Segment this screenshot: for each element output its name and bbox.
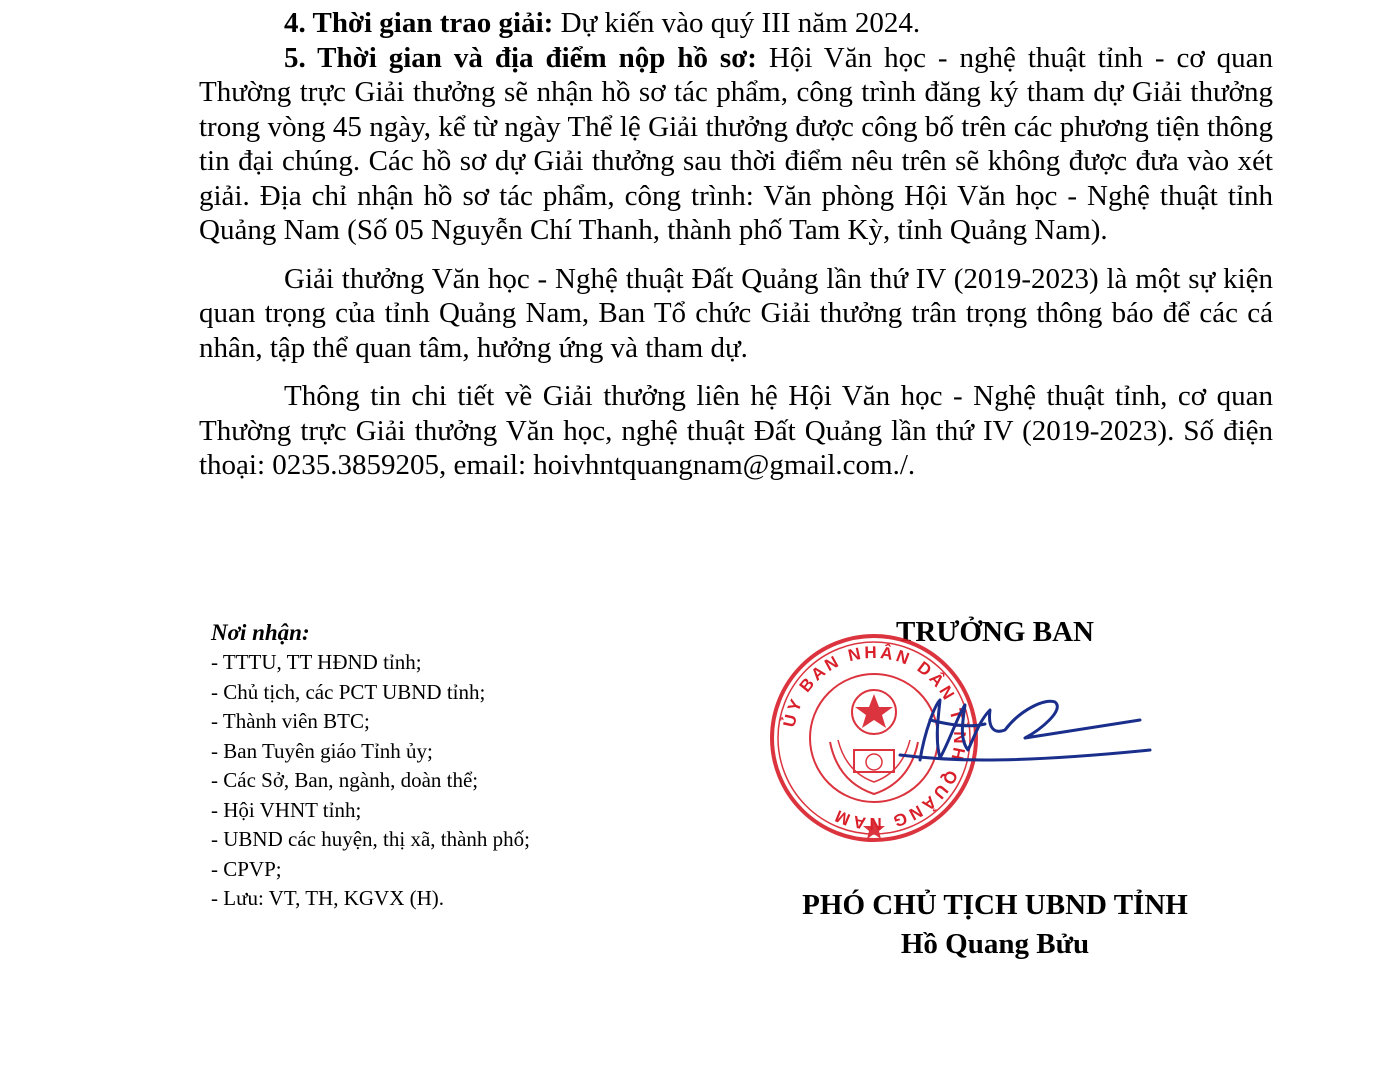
recipient-item: - Ban Tuyên giáo Tỉnh ủy;	[211, 738, 433, 763]
section-4-label: 4. Thời gian trao giải:	[284, 7, 554, 39]
announcement-paragraph: Giải thưởng Văn học - Nghệ thuật Đất Quảng lần thứ IV (2019-2023) là một sự kiện quan trọng của tỉnh Quảng Nam, Ban Tổ chức Giải thưởng trân trọng thông báo để các cá nhân, tập thể quan tâm, hưởng ứng và tham dự.	[199, 262, 1273, 364]
document-body	[199, 6, 1273, 497]
signer-role: PHÓ CHỦ TỊCH UBND TỈNH	[802, 889, 1188, 921]
section-5-label: 5. Thời gian và địa điểm nộp hồ sơ:	[284, 41, 757, 74]
recipients-items	[211, 648, 731, 914]
handwritten-signature-icon	[880, 680, 1155, 780]
recipient-item: - Thành viên BTC;	[211, 709, 370, 733]
recipient-item: - UBND các huyện, thị xã, thành phố;	[211, 827, 531, 851]
recipients-heading: Nơi nhận:	[211, 620, 310, 645]
signer-name: Hồ Quang Bửu	[900, 928, 1090, 960]
seal-text: ỦY BAN NHÂN DÂN TỈNH QUẢNG NAM	[779, 642, 970, 834]
recipient-item: - Các Sở, Ban, ngành, doàn thể;	[211, 768, 479, 792]
section-4-paragraph	[199, 6, 1273, 41]
recipient-item: - Lưu: VT, TH, KGVX (H).	[211, 886, 445, 910]
recipient-item: - Chủ tịch, các PCT UBND tỉnh;	[211, 679, 486, 704]
section-5-text: Hội Văn học - nghệ thuật tỉnh - cơ quan Thường trực Giải thưởng sẽ nhận hồ sơ tác phẩm, công trình đăng ký tham dự Giải thưởng trong vòng 45 ngày, kể từ ngày Thể lệ Giải thưởng được công bố trên các phương tiện thông tin đại chúng. Các hồ sơ dự Giải thưởng sau thời điểm nêu trên sẽ không được đưa vào xét giải. Địa chỉ nhận hồ sơ tác phẩm, công trình: Văn phòng Hội Văn học - Nghệ thuật tỉnh Quảng Nam (Số 05 Nguyễn Chí Thanh, thành phố Tam Kỳ, tỉnh Quảng Nam).	[199, 41, 1273, 246]
signature-title: TRƯỞNG BAN	[896, 616, 1094, 648]
recipients-list	[211, 618, 731, 914]
contact-paragraph: Thông tin chi tiết về Giải thưởng liên hệ Hội Văn học - Nghệ thuật tỉnh, cơ quan Thường trực Giải thưởng Văn học, nghệ thuật Đất Quảng lần thứ IV (2019-2023). Số điện thoại: 0235.3859205, email: hoivhntquangnam@gmail.com./.	[199, 380, 1273, 481]
section-5-paragraph	[199, 41, 1273, 248]
recipient-item: - CPVP;	[211, 856, 282, 881]
recipient-item: - Hội VHNT tỉnh;	[211, 797, 362, 822]
section-4-text: Dự kiến vào quý III năm 2024.	[553, 7, 921, 39]
recipient-item: - TTTU, TT HĐND tỉnh;	[211, 650, 422, 674]
